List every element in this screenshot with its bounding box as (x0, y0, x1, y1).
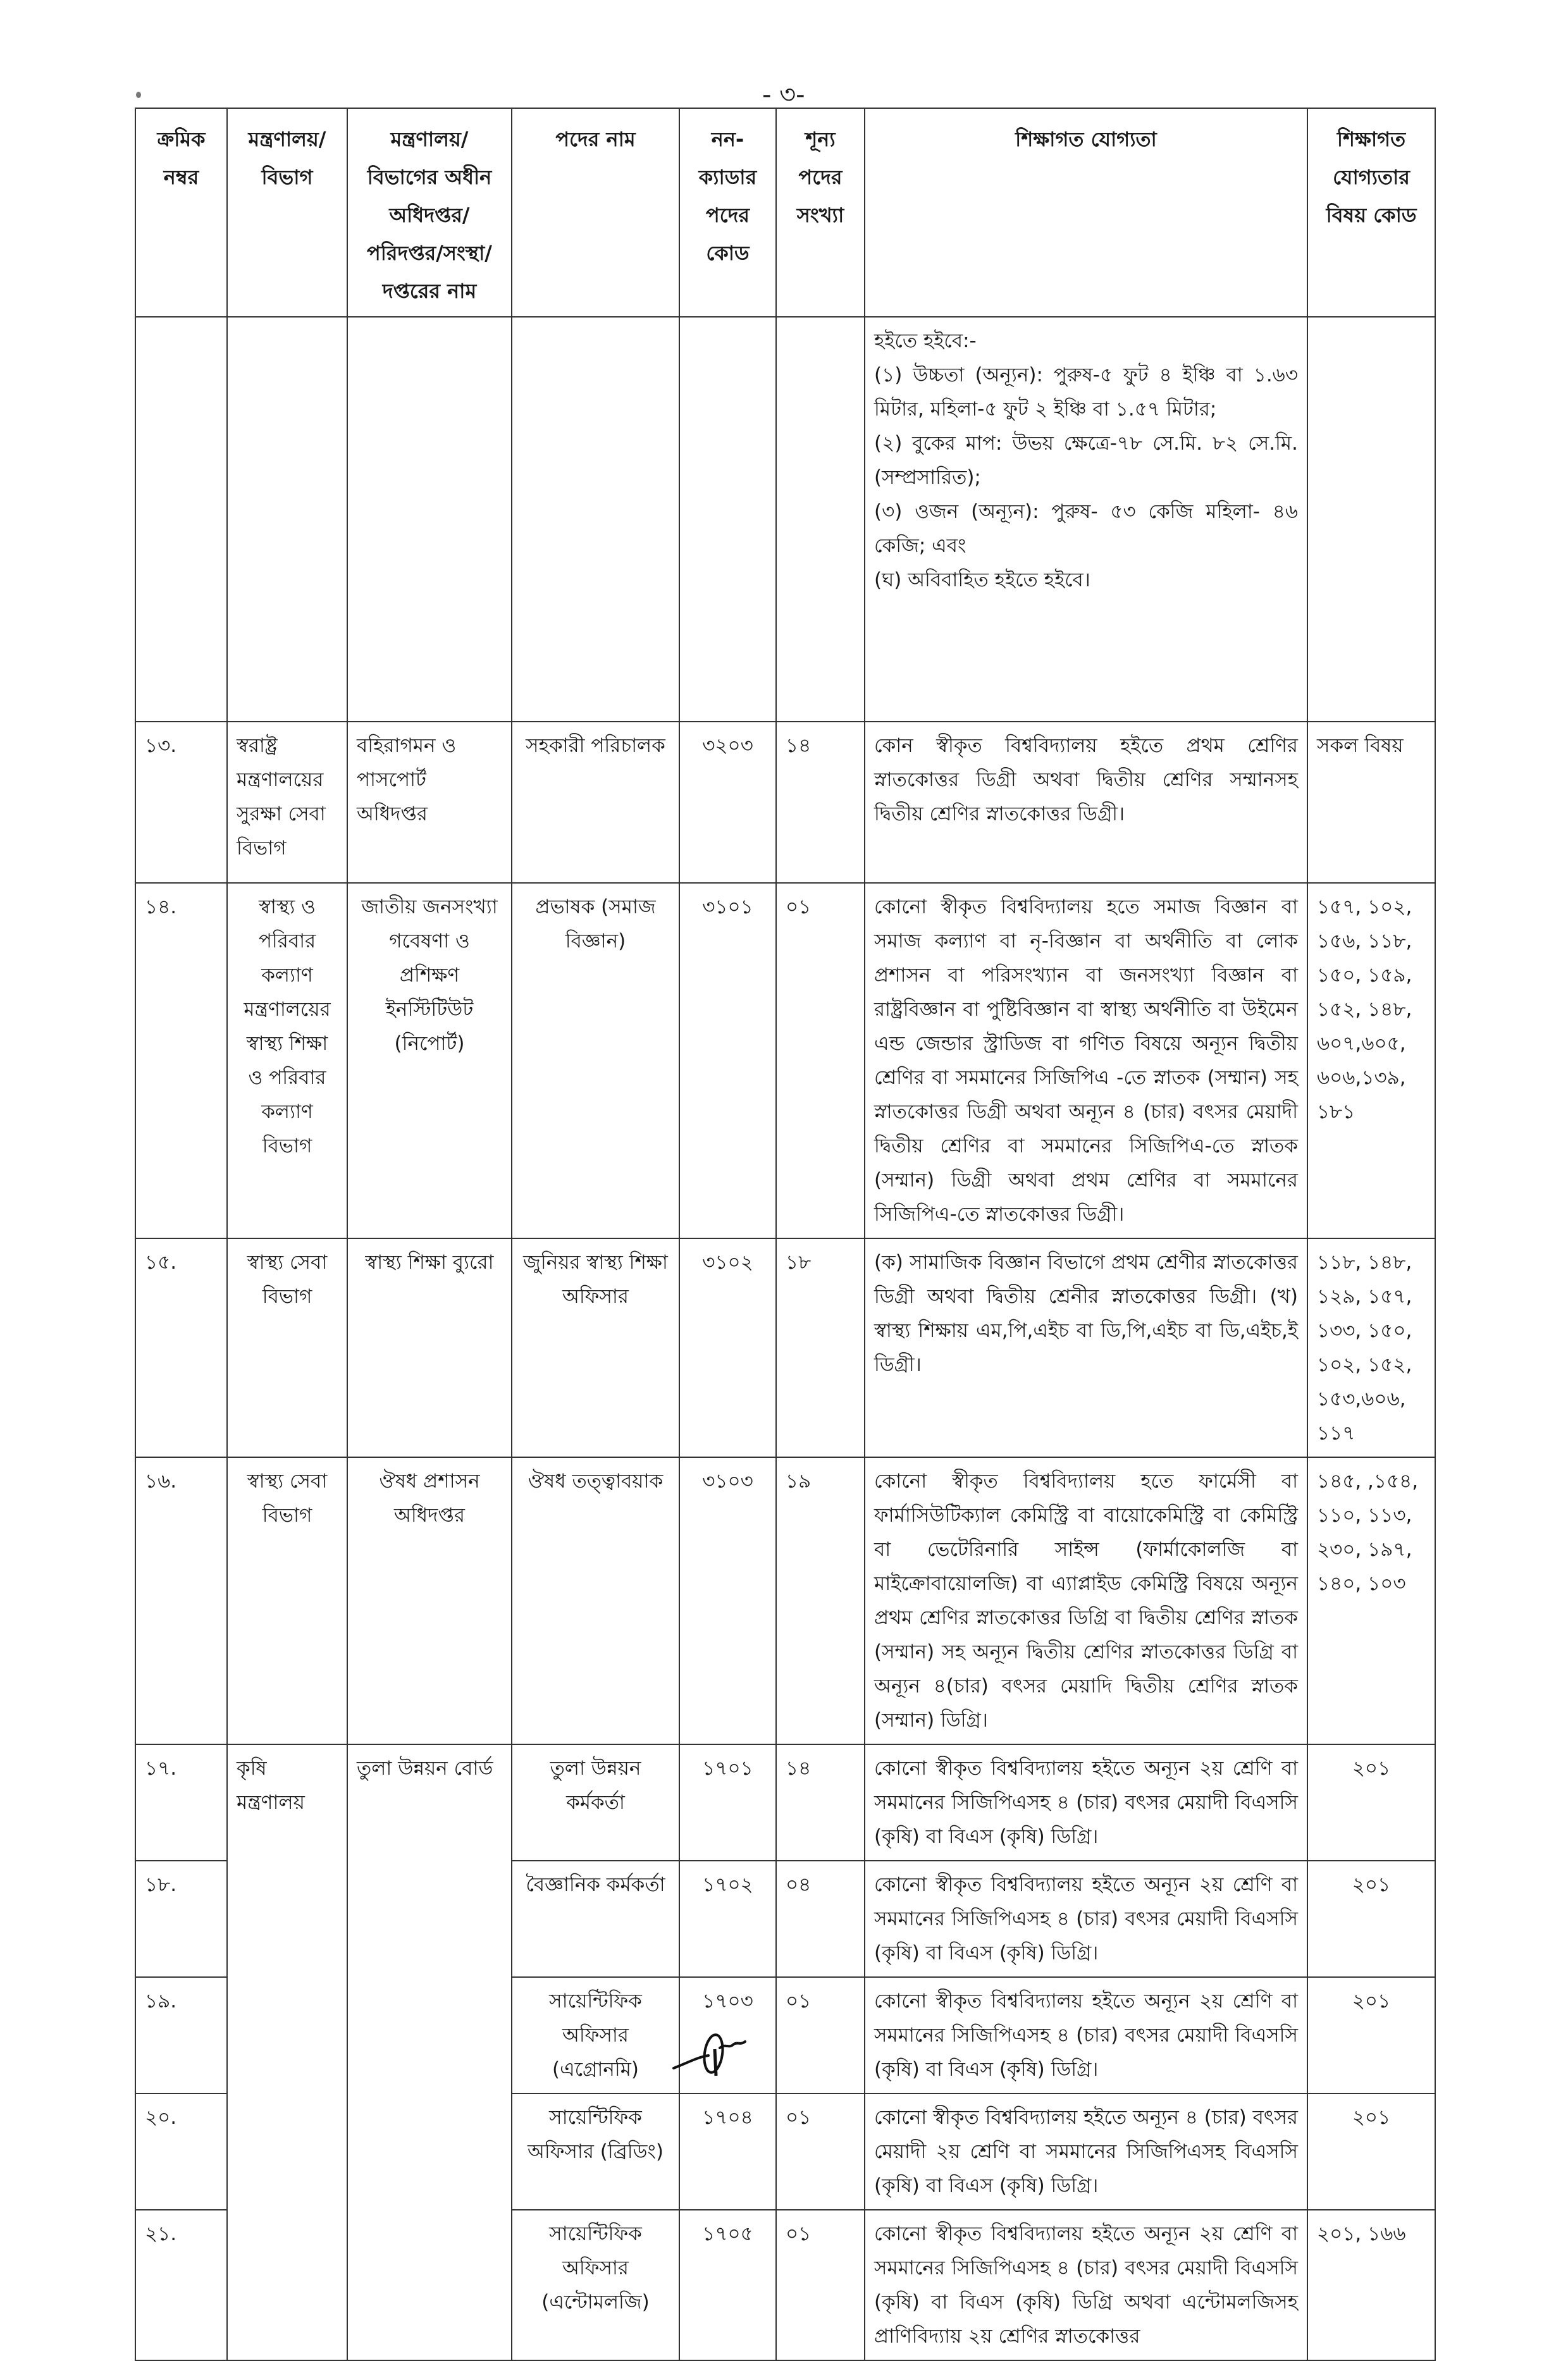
header-subject-code: শিক্ষাগত যোগ্যতার বিষয় কোড (1307, 108, 1435, 317)
header-qualification: শিক্ষাগত যোগ্যতা (865, 108, 1307, 317)
cell-subject-code: ১৫৭, ১০২, ১৫৬, ১১৮, ১৫০, ১৫৯, ১৫২, ১৪৮, ৬০৭,৬০৫, ৬০৬,১৩৯, ১৮১ (1307, 883, 1435, 1238)
cell-post-name: বৈজ্ঞানিক কর্মকর্তা (512, 1861, 679, 1977)
cell-subject-code: ১৪৫, ,১৫৪, ১১০, ১১৩, ২৩০, ১৯৭, ১৪০, ১০৩ (1307, 1457, 1435, 1744)
cell-serial: ১৭. (135, 1744, 227, 1861)
cell-subject-code: ২০১ (1307, 1861, 1435, 1977)
cell-post-code: ১৭০১ (679, 1744, 776, 1861)
cell-department: জাতীয় জনসংখ্যা গবেষণা ও প্রশিক্ষণ ইনস্টিটিউট (নিপোর্ট) (347, 883, 512, 1238)
cell-post-name (512, 317, 679, 722)
cell-qualification: কোনো স্বীকৃত বিশ্ববিদ্যালয় হতে সমাজ বিজ্ঞান বা সমাজ কল্যাণ বা নৃ-বিজ্ঞান বা অর্থনীতি বা লোক প্রশাসন বা পরিসংখ্যান বা জনসংখ্যা বিজ্ঞান বা রাষ্ট্রবিজ্ঞান বা পুষ্টিবিজ্ঞান বা স্বাস্থ্য অর্থনীতি বা উইমেন এন্ড জেন্ডার স্ট্রাডিজ বা গণিত বিষয়ে অন্যূন দ্বিতীয় শ্রেণির বা সমমানের সিজিপিএ -তে স্নাতক (সম্মান) সহ স্নাতকোত্তর ডিগ্রী অথবা অন্যূন ৪ (চার) বৎসর মেয়াদী দ্বিতীয় শ্রেণির বা সমমানের সিজিপিএ-তে স্নাতক (সম্মান) ডিগ্রী অথবা প্রথম শ্রেণির বা সমমানের সিজিপিএ-তে স্নাতকোত্তর ডিগ্রী। (865, 883, 1307, 1238)
cell-post-name: ঔষধ তত্ত্বাবয়াক (512, 1457, 679, 1744)
cell-post-code: ১৭০৪ (679, 2093, 776, 2210)
cell-qualification-continued (865, 317, 1307, 722)
cell-qualification: কোনো স্বীকৃত বিশ্ববিদ্যালয় হইতে অন্যূন ২য় শ্রেণি বা সমমানের সিজিপিএসহ ৪ (চার) বৎসর মেয়াদী বিএসসি (কৃষি) বা বিএস (কৃষি) ডিগ্রি। (865, 1977, 1307, 2093)
scan-mark (136, 92, 141, 98)
cell-vacancies: ১৪ (776, 1744, 865, 1861)
cell-subject-code: ২০১, ১৬৬ (1307, 2210, 1435, 2360)
table-row (135, 1238, 1435, 1457)
cell-ministry (227, 317, 347, 722)
header-vacancies: শূন্য পদের সংখ্যা (776, 108, 865, 317)
cell-qualification: কোনো স্বীকৃত বিশ্ববিদ্যালয় হইতে অন্যূন ৪ (চার) বৎসর মেয়াদী ২য় শ্রেণি বা সমমানের সিজিপিএসহ বিএসসি (কৃষি) বা বিএস (কৃষি) ডিগ্রি। (865, 2093, 1307, 2210)
cell-subject-code: ২০১ (1307, 1977, 1435, 2093)
header-ministry: মন্ত্রণালয়/ বিভাগ (227, 108, 347, 317)
cell-ministry: স্বাস্থ্য ও পরিবার কল্যাণ মন্ত্রণালয়ের স্বাস্থ্য শিক্ষা ও পরিবার কল্যাণ বিভাগ (227, 883, 347, 1238)
qualification-line: হইতে হইবে:- (874, 330, 977, 352)
cell-qualification: কোন স্বীকৃত বিশ্ববিদ্যালয় হইতে প্রথম শ্রেণির স্নাতকোত্তর ডিগ্রী অথবা দ্বিতীয় শ্রেণির সম্মানসহ দ্বিতীয় শ্রেণির স্নাতকোত্তর ডিগ্রী। (865, 722, 1307, 883)
cell-post-name: সায়েন্টিফিক অফিসার (এন্টোমলজি) (512, 2210, 679, 2360)
cell-serial: ২০. (135, 2093, 227, 2210)
cell-department: স্বাস্থ্য শিক্ষা ব্যুরো (347, 1238, 512, 1457)
cell-post-name: প্রভাষক (সমাজ বিজ্ঞান) (512, 883, 679, 1238)
cell-serial: ১৪. (135, 883, 227, 1238)
header-serial: ক্রমিক নম্বর (135, 108, 227, 317)
cell-subject-code: ২০১ (1307, 2093, 1435, 2210)
qualification-line: (১) উচ্চতা (অন্যূন): পুরুষ-৫ ফুট ৪ ইঞ্চি বা ১.৬৩ মিটার, মহিলা-৫ ফুট ২ ইঞ্চি বা ১.৫৭ মিটার; (874, 364, 1298, 421)
qualification-line: (ঘ) অবিবাহিত হইতে হইবে। (874, 569, 1090, 591)
cell-vacancies: ০৪ (776, 1861, 865, 1977)
cell-subject-code: ১১৮, ১৪৮, ১২৯, ১৫৭, ১৩৩, ১৫০, ১০২, ১৫২, ১৫৩,৬০৬, ১১৭ (1307, 1238, 1435, 1457)
cell-post-code: ৩১০২ (679, 1238, 776, 1457)
cell-post-code: ১৭০৩ (679, 1977, 776, 2093)
table-row (135, 883, 1435, 1238)
cell-ministry: স্বরাষ্ট্র মন্ত্রণালয়ের সুরক্ষা সেবা বিভাগ (227, 722, 347, 883)
table-row (135, 1457, 1435, 1744)
table-row-continuation (135, 317, 1435, 722)
qualification-line: (২) বুকের মাপ: উভয় ক্ষেত্রে-৭৮ সে.মি. ৮২ সে.মি. (সম্প্রসারিত); (874, 432, 1298, 489)
cell-department (347, 317, 512, 722)
table-row (135, 722, 1435, 883)
cell-serial: ১৫. (135, 1238, 227, 1457)
cell-post-code: ৩১০১ (679, 883, 776, 1238)
cell-qualification: (ক) সামাজিক বিজ্ঞান বিভাগে প্রথম শ্রেণীর স্নাতকোত্তর ডিগ্রী অথবা দ্বিতীয় শ্রেনীর স্নাতকোত্তর ডিগ্রী। (খ) স্বাস্থ্য শিক্ষায় এম,পি,এইচ বা ডি,পি,এইচ বা ডি,এইচ,ই ডিগ্রী। (865, 1238, 1307, 1457)
cell-serial: ২১. (135, 2210, 227, 2360)
cell-post-name: সায়েন্টিফিক অফিসার (ব্রিডিং) (512, 2093, 679, 2210)
cell-post-name: তুলা উন্নয়ন কর্মকর্তা (512, 1744, 679, 1861)
cell-subject-code: সকল বিষয় (1307, 722, 1435, 883)
cell-ministry: স্বাস্থ্য সেবা বিভাগ (227, 1238, 347, 1457)
cell-post-code: ৩১০৩ (679, 1457, 776, 1744)
cell-vacancies: ১৪ (776, 722, 865, 883)
vacancy-table (135, 108, 1436, 2361)
cell-post-name: সায়েন্টিফিক অফিসার (এগ্রোনমি) (512, 1977, 679, 2093)
cell-vacancies: ০১ (776, 1977, 865, 2093)
cell-vacancies: ০১ (776, 2093, 865, 2210)
cell-qualification: কোনো স্বীকৃত বিশ্ববিদ্যালয় হইতে অন্যূন ২য় শ্রেণি বা সমমানের সিজিপিএসহ ৪ (চার) বৎসর মেয়াদী বিএসসি (কৃষি) বা বিএস (কৃষি) ডিগ্রি। (865, 1744, 1307, 1861)
header-post-name: পদের নাম (512, 108, 679, 317)
cell-department: বহিরাগমন ও পাসপোর্ট অধিদপ্তর (347, 722, 512, 883)
cell-post-code: ১৭০৫ (679, 2210, 776, 2360)
cell-post-name: সহকারী পরিচালক (512, 722, 679, 883)
cell-ministry: কৃষি মন্ত্রণালয় (227, 1744, 347, 2360)
cell-post-code: ৩২০৩ (679, 722, 776, 883)
cell-post-code: ১৭০২ (679, 1861, 776, 1977)
cell-serial: ১৩. (135, 722, 227, 883)
cell-department: ঔষধ প্রশাসন অধিদপ্তর (347, 1457, 512, 1744)
table-header-row (135, 108, 1435, 317)
qualification-line: (৩) ওজন (অন্যূন): পুরুষ- ৫৩ কেজি মহিলা- ৪৬ কেজি; এবং (874, 500, 1298, 557)
cell-subject-code: ২০১ (1307, 1744, 1435, 1861)
header-department: মন্ত্রণালয়/ বিভাগের অধীন অধিদপ্তর/ পরিদপ্তর/সংস্থা/ দপ্তরের নাম (347, 108, 512, 317)
cell-vacancies (776, 317, 865, 722)
cell-qualification: কোনো স্বীকৃত বিশ্ববিদ্যালয় হইতে অন্যূন ২য় শ্রেণি বা সমমানের সিজিপিএসহ ৪ (চার) বৎসর মেয়াদী বিএসসি (কৃষি) বা বিএস (কৃষি) ডিগ্রি অথবা এন্টোমলজিসহ প্রাণিবিদ্যায় ২য় শ্রেণির স্নাতকোত্তর (865, 2210, 1307, 2360)
cell-post-name: জুনিয়র স্বাস্থ্য শিক্ষা অফিসার (512, 1238, 679, 1457)
cell-serial: ১৯. (135, 1977, 227, 2093)
page-number: - ৩- (762, 80, 805, 109)
cell-subject-code (1307, 317, 1435, 722)
cell-vacancies: ০১ (776, 2210, 865, 2360)
cell-vacancies: ০১ (776, 883, 865, 1238)
cell-serial: ১৮. (135, 1861, 227, 1977)
cell-serial (135, 317, 227, 722)
cell-serial: ১৬. (135, 1457, 227, 1744)
cell-vacancies: ১৮ (776, 1238, 865, 1457)
signature (670, 2030, 759, 2087)
cell-department: তুলা উন্নয়ন বোর্ড (347, 1744, 512, 2360)
header-post-code: নন-ক্যাডার পদের কোড (679, 108, 776, 317)
cell-qualification: কোনো স্বীকৃত বিশ্ববিদ্যালয় হতে ফার্মেসী বা ফার্মাসিউটিক্যাল কেমিস্ট্রি বা বায়োকেমিস্ট্রি বা কেমিস্ট্রি বা ভেটেরিনারি সাইন্স (ফার্মাকোলজি বা মাইক্রোবায়োলজি) বা এ্যাপ্লাইড কেমিস্ট্রি বিষয়ে অন্যূন প্রথম শ্রেণির স্নাতকোত্তর ডিগ্রি বা দ্বিতীয় শ্রেণির স্নাতক (সম্মান) সহ অন্যূন দ্বিতীয় শ্রেণির স্নাতকোত্তর ডিগ্রি বা অন্যূন ৪(চার) বৎসর মেয়াদি দ্বিতীয় শ্রেণির স্নাতক (সম্মান) ডিগ্রি। (865, 1457, 1307, 1744)
cell-qualification: কোনো স্বীকৃত বিশ্ববিদ্যালয় হইতে অন্যূন ২য় শ্রেণি বা সমমানের সিজিপিএসহ ৪ (চার) বৎসর মেয়াদী বিএসসি (কৃষি) বা বিএস (কৃষি) ডিগ্রি। (865, 1861, 1307, 1977)
cell-ministry: স্বাস্থ্য সেবা বিভাগ (227, 1457, 347, 1744)
cell-vacancies: ১৯ (776, 1457, 865, 1744)
cell-post-code (679, 317, 776, 722)
table-row (135, 1744, 1435, 1861)
